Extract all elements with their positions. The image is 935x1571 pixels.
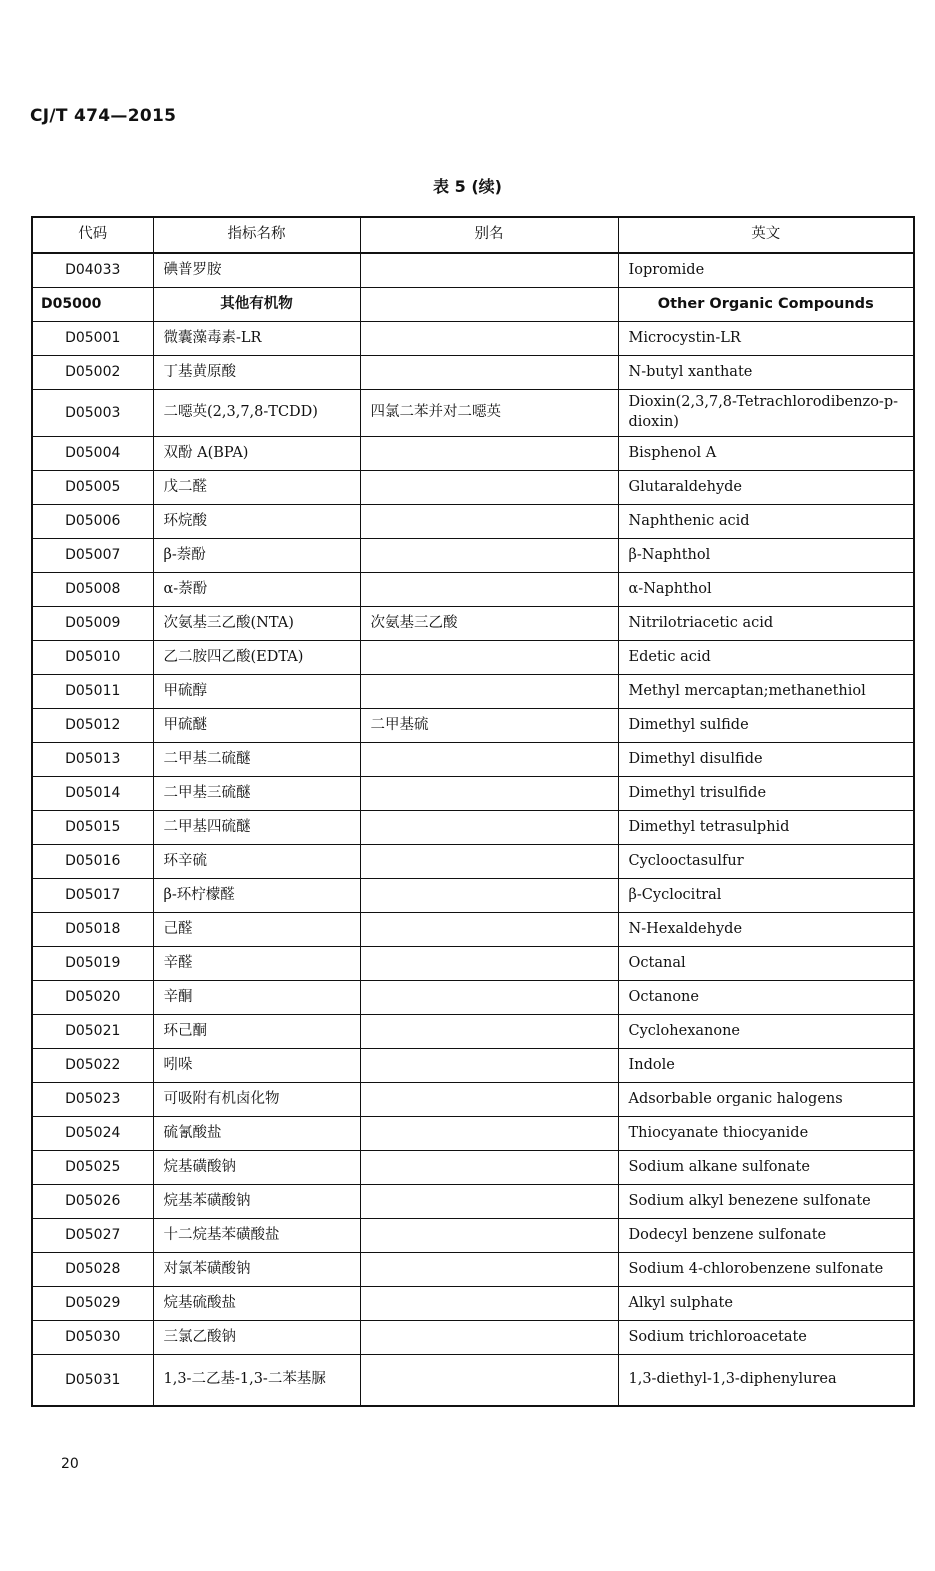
- english-cell: Dimethyl tetrasulphid: [618, 811, 914, 845]
- name-cell: 碘普罗胺: [153, 253, 360, 288]
- name-cell: α-萘酚: [153, 573, 360, 607]
- table-row: [32, 607, 914, 641]
- code-cell: D05012: [32, 709, 153, 743]
- english-cell: Methyl mercaptan;methanethiol: [618, 675, 914, 709]
- table-row: [32, 777, 914, 811]
- code-cell: D05024: [32, 1117, 153, 1151]
- english-cell: Sodium 4-chlorobenzene sulfonate: [618, 1253, 914, 1287]
- code-cell: D05008: [32, 573, 153, 607]
- english-cell: N-Hexaldehyde: [618, 913, 914, 947]
- name-cell: 二甲基三硫醚: [153, 777, 360, 811]
- name-cell: 微囊藻毒素-LR: [153, 322, 360, 356]
- code-cell: D05013: [32, 743, 153, 777]
- english-cell: Dimethyl sulfide: [618, 709, 914, 743]
- english-cell: Octanal: [618, 947, 914, 981]
- name-cell: 二甲基四硫醚: [153, 811, 360, 845]
- alias-cell: [360, 777, 618, 811]
- alias-cell: [360, 1287, 618, 1321]
- alias-cell: [360, 913, 618, 947]
- code-cell: D05001: [32, 322, 153, 356]
- alias-cell: [360, 471, 618, 505]
- english-cell: Indole: [618, 1049, 914, 1083]
- name-cell: β-环柠檬醛: [153, 879, 360, 913]
- alias-cell: [360, 811, 618, 845]
- name-cell: 辛酮: [153, 981, 360, 1015]
- name-cell: 二噁英(2,3,7,8-TCDD): [153, 390, 360, 437]
- alias-cell: [360, 641, 618, 675]
- name-cell: 环己酮: [153, 1015, 360, 1049]
- name-cell: 双酚 A(BPA): [153, 437, 360, 471]
- english-cell: Adsorbable organic halogens: [618, 1083, 914, 1117]
- table-row: [32, 1253, 914, 1287]
- name-cell: 硫氰酸盐: [153, 1117, 360, 1151]
- name-cell: 甲硫醚: [153, 709, 360, 743]
- alias-cell: 四氯二苯并对二噁英: [360, 390, 618, 437]
- alias-cell: [360, 322, 618, 356]
- alias-cell: [360, 505, 618, 539]
- english-cell: β-Naphthol: [618, 539, 914, 573]
- code-cell: D05023: [32, 1083, 153, 1117]
- alias-cell: [360, 539, 618, 573]
- alias-cell: [360, 675, 618, 709]
- code-cell: D05006: [32, 505, 153, 539]
- alias-cell: [360, 573, 618, 607]
- name-cell: 辛醛: [153, 947, 360, 981]
- code-cell: D05031: [32, 1355, 153, 1407]
- table-row: [32, 743, 914, 777]
- code-cell: D05002: [32, 356, 153, 390]
- table-row: [32, 471, 914, 505]
- code-cell: D05009: [32, 607, 153, 641]
- name-cell: β-萘酚: [153, 539, 360, 573]
- english-cell: α-Naphthol: [618, 573, 914, 607]
- code-cell: D05018: [32, 913, 153, 947]
- alias-cell: [360, 288, 618, 322]
- name-cell: 三氯乙酸钠: [153, 1321, 360, 1355]
- code-cell: D05010: [32, 641, 153, 675]
- alias-cell: [360, 1219, 618, 1253]
- table-row: [32, 641, 914, 675]
- alias-cell: [360, 1083, 618, 1117]
- name-cell: 可吸附有机卤化物: [153, 1083, 360, 1117]
- name-cell: 戊二醛: [153, 471, 360, 505]
- table-row: [32, 1117, 914, 1151]
- table-row: [32, 1151, 914, 1185]
- table-row: [32, 322, 914, 356]
- code-cell: D05019: [32, 947, 153, 981]
- alias-cell: [360, 1253, 618, 1287]
- standard-number-header: CJ/T 474—2015: [30, 106, 177, 126]
- table-row: [32, 1185, 914, 1219]
- english-cell: Bisphenol A: [618, 437, 914, 471]
- alias-cell: [360, 845, 618, 879]
- alias-cell: [360, 437, 618, 471]
- table-caption: 表 5 (续): [433, 177, 502, 196]
- table-row: [32, 675, 914, 709]
- code-cell: D05021: [32, 1015, 153, 1049]
- alias-cell: [360, 947, 618, 981]
- english-cell: Sodium trichloroacetate: [618, 1321, 914, 1355]
- name-cell: 烷基磺酸钠: [153, 1151, 360, 1185]
- alias-cell: [360, 1049, 618, 1083]
- table-row: [32, 947, 914, 981]
- table-row: [32, 811, 914, 845]
- table-row: [32, 1219, 914, 1253]
- alias-cell: [360, 356, 618, 390]
- english-cell: N-butyl xanthate: [618, 356, 914, 390]
- english-cell: Sodium alkyl benezene sulfonate: [618, 1185, 914, 1219]
- english-cell: Naphthenic acid: [618, 505, 914, 539]
- name-cell: 其他有机物: [153, 288, 360, 322]
- code-cell: D05029: [32, 1287, 153, 1321]
- name-cell: 环辛硫: [153, 845, 360, 879]
- name-cell: 己醛: [153, 913, 360, 947]
- name-cell: 甲硫醇: [153, 675, 360, 709]
- code-cell: D04033: [32, 253, 153, 288]
- alias-cell: 次氨基三乙酸: [360, 607, 618, 641]
- table-row: [32, 253, 914, 288]
- table-row: [32, 505, 914, 539]
- name-cell: 吲哚: [153, 1049, 360, 1083]
- english-cell: Iopromide: [618, 253, 914, 288]
- english-cell: Sodium alkane sulfonate: [618, 1151, 914, 1185]
- name-cell: 次氨基三乙酸(NTA): [153, 607, 360, 641]
- english-cell: Dodecyl benzene sulfonate: [618, 1219, 914, 1253]
- name-cell: 1,3-二乙基-1,3-二苯基脲: [153, 1355, 360, 1407]
- english-cell: Cyclohexanone: [618, 1015, 914, 1049]
- alias-cell: [360, 879, 618, 913]
- code-cell: D05005: [32, 471, 153, 505]
- indicator-table: [31, 216, 915, 1407]
- english-cell: Thiocyanate thiocyanide: [618, 1117, 914, 1151]
- english-cell: 1,3-diethyl-1,3-diphenylurea: [618, 1355, 914, 1407]
- code-cell: D05026: [32, 1185, 153, 1219]
- name-cell: 乙二胺四乙酸(EDTA): [153, 641, 360, 675]
- english-cell: Octanone: [618, 981, 914, 1015]
- english-cell: Dimethyl trisulfide: [618, 777, 914, 811]
- table-row: [32, 539, 914, 573]
- code-cell: D05020: [32, 981, 153, 1015]
- code-cell: D05027: [32, 1219, 153, 1253]
- code-cell: D05014: [32, 777, 153, 811]
- column-header-name: 指标名称: [153, 217, 360, 253]
- alias-cell: [360, 1151, 618, 1185]
- code-cell: D05004: [32, 437, 153, 471]
- table-row: [32, 845, 914, 879]
- name-cell: 丁基黄原酸: [153, 356, 360, 390]
- table-row: [32, 879, 914, 913]
- code-cell: D05007: [32, 539, 153, 573]
- name-cell: 烷基苯磺酸钠: [153, 1185, 360, 1219]
- code-cell: D05016: [32, 845, 153, 879]
- table-row: [32, 1049, 914, 1083]
- table-row: [32, 981, 914, 1015]
- english-cell: Dioxin(2,3,7,8-Tetrachlorodibenzo-p-dioxin): [618, 390, 914, 437]
- table-row: [32, 390, 914, 437]
- code-cell: D05025: [32, 1151, 153, 1185]
- english-cell: Edetic acid: [618, 641, 914, 675]
- code-cell: D05000: [32, 288, 153, 322]
- table-group-row: [32, 288, 914, 322]
- column-header-alias: 别名: [360, 217, 618, 253]
- table-row: [32, 1083, 914, 1117]
- alias-cell: [360, 743, 618, 777]
- name-cell: 烷基硫酸盐: [153, 1287, 360, 1321]
- name-cell: 十二烷基苯磺酸盐: [153, 1219, 360, 1253]
- name-cell: 环烷酸: [153, 505, 360, 539]
- code-cell: D05017: [32, 879, 153, 913]
- alias-cell: [360, 981, 618, 1015]
- table-row: [32, 1015, 914, 1049]
- english-cell: Glutaraldehyde: [618, 471, 914, 505]
- code-cell: D05022: [32, 1049, 153, 1083]
- alias-cell: [360, 253, 618, 288]
- english-cell: β-Cyclocitral: [618, 879, 914, 913]
- table-row: [32, 1355, 914, 1407]
- name-cell: 对氯苯磺酸钠: [153, 1253, 360, 1287]
- page-number: 20: [61, 1456, 79, 1472]
- code-cell: D05011: [32, 675, 153, 709]
- column-header-code: 代码: [32, 217, 153, 253]
- table-row: [32, 1321, 914, 1355]
- english-cell: Other Organic Compounds: [618, 288, 914, 322]
- name-cell: 二甲基二硫醚: [153, 743, 360, 777]
- table-row: [32, 437, 914, 471]
- alias-cell: [360, 1117, 618, 1151]
- table-row: [32, 1287, 914, 1321]
- table-row: [32, 709, 914, 743]
- code-cell: D05030: [32, 1321, 153, 1355]
- english-cell: Microcystin-LR: [618, 322, 914, 356]
- alias-cell: [360, 1355, 618, 1407]
- english-cell: Dimethyl disulfide: [618, 743, 914, 777]
- table-row: [32, 356, 914, 390]
- table-row: [32, 913, 914, 947]
- english-cell: Cyclooctasulfur: [618, 845, 914, 879]
- alias-cell: 二甲基硫: [360, 709, 618, 743]
- table-header-row: [32, 217, 914, 253]
- alias-cell: [360, 1185, 618, 1219]
- code-cell: D05015: [32, 811, 153, 845]
- alias-cell: [360, 1015, 618, 1049]
- table-body: [32, 253, 914, 1406]
- code-cell: D05028: [32, 1253, 153, 1287]
- column-header-english: 英文: [618, 217, 914, 253]
- table-row: [32, 573, 914, 607]
- english-cell: Alkyl sulphate: [618, 1287, 914, 1321]
- code-cell: D05003: [32, 390, 153, 437]
- english-cell: Nitrilotriacetic acid: [618, 607, 914, 641]
- alias-cell: [360, 1321, 618, 1355]
